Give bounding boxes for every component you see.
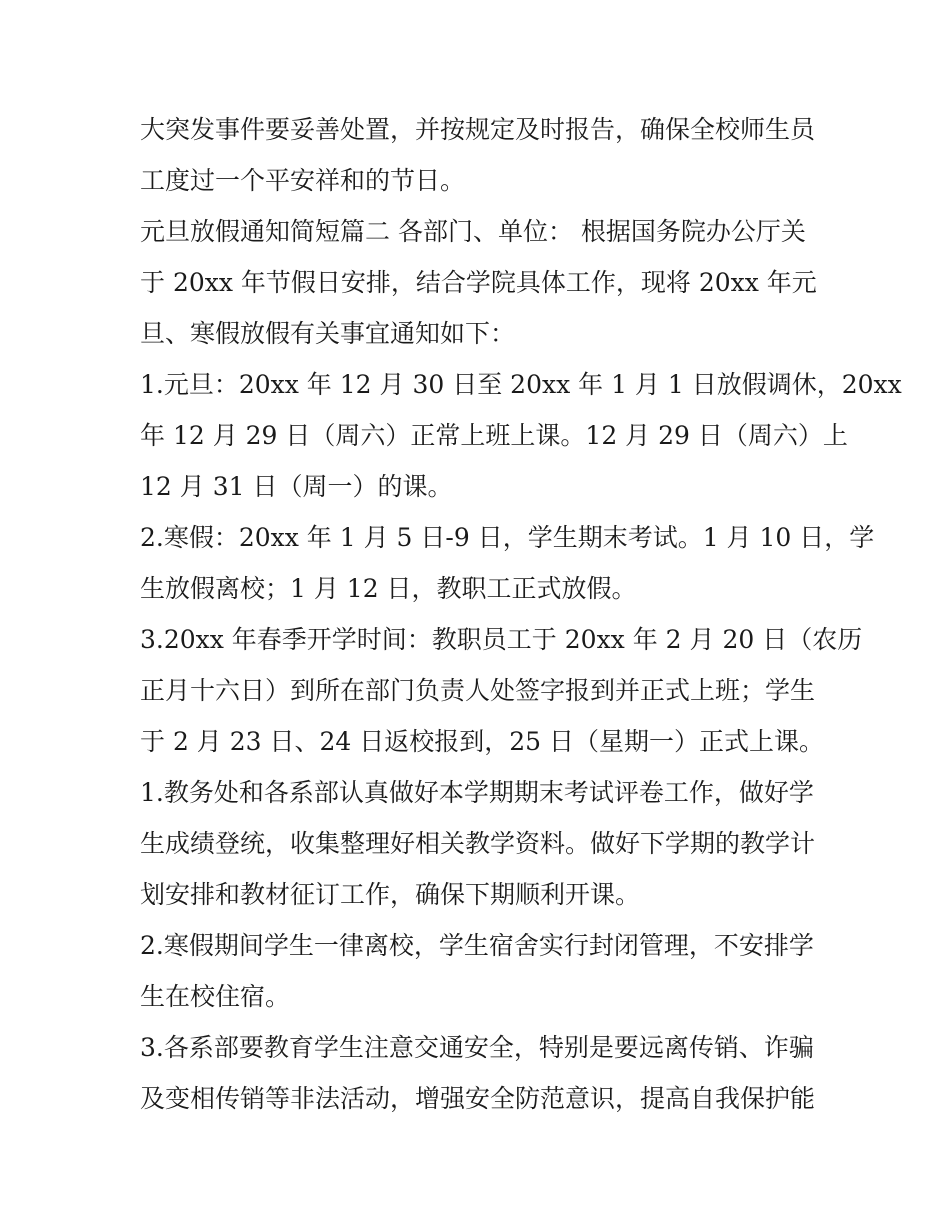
text-line: 1.教务处和各系部认真做好本学期期末考试评卷工作，做好学 <box>140 778 814 807</box>
text-line: 大突发事件要妥善处置，并按规定及时报告，确保全校师生员 <box>140 115 816 144</box>
text-line: 划安排和教材征订工作，确保下期顺利开课。 <box>140 880 641 909</box>
text-line: 于 20xx 年节假日安排，结合学院具体工作，现将 20xx 年元 <box>140 268 817 297</box>
text-line: 年 12 月 29 日（周六）正常上班上课。12 月 29 日（周六）上 <box>140 421 848 450</box>
text-line: 正月十六日）到所在部门负责人处签字报到并正式上班；学生 <box>140 676 816 705</box>
text-line: 生在校住宿。 <box>140 982 291 1011</box>
text-line: 3.20xx 年春季开学时间：教职员工于 20xx 年 2 月 20 日（农历 <box>140 625 863 654</box>
text-line: 于 2 月 23 日、24 日返校报到，25 日（星期一）正式上课。 <box>140 727 825 756</box>
text-line: 3.各系部要教育学生注意交通安全，特别是要远离传销、诈骗 <box>140 1033 814 1062</box>
text-line: 1.元旦：20xx 年 12 月 30 日至 20xx 年 1 月 1 日放假调休，20xx <box>140 370 902 399</box>
text-line: 12 月 31 日（周一）的课。 <box>140 472 453 501</box>
text-line: 2.寒假：20xx 年 1 月 5 日-9 日，学生期末考试。1 月 10 日，学 <box>140 523 875 552</box>
text-line: 2.寒假期间学生一律离校，学生宿舍实行封闭管理，不安排学 <box>140 931 814 960</box>
text-line: 旦、寒假放假有关事宜通知如下： <box>140 319 516 348</box>
text-line: 元旦放假通知简短篇二 各部门、单位： 根据国务院办公厅关 <box>140 217 806 246</box>
text-line: 及变相传销等非法活动，增强安全防范意识，提高自我保护能 <box>140 1084 816 1113</box>
text-line: 工度过一个平安祥和的节日。 <box>140 166 466 195</box>
text-line: 生成绩登统，收集整理好相关教学资料。做好下学期的教学计 <box>140 829 816 858</box>
text-line: 生放假离校；1 月 12 日，教职工正式放假。 <box>140 574 637 603</box>
document-body <box>140 104 902 1124</box>
